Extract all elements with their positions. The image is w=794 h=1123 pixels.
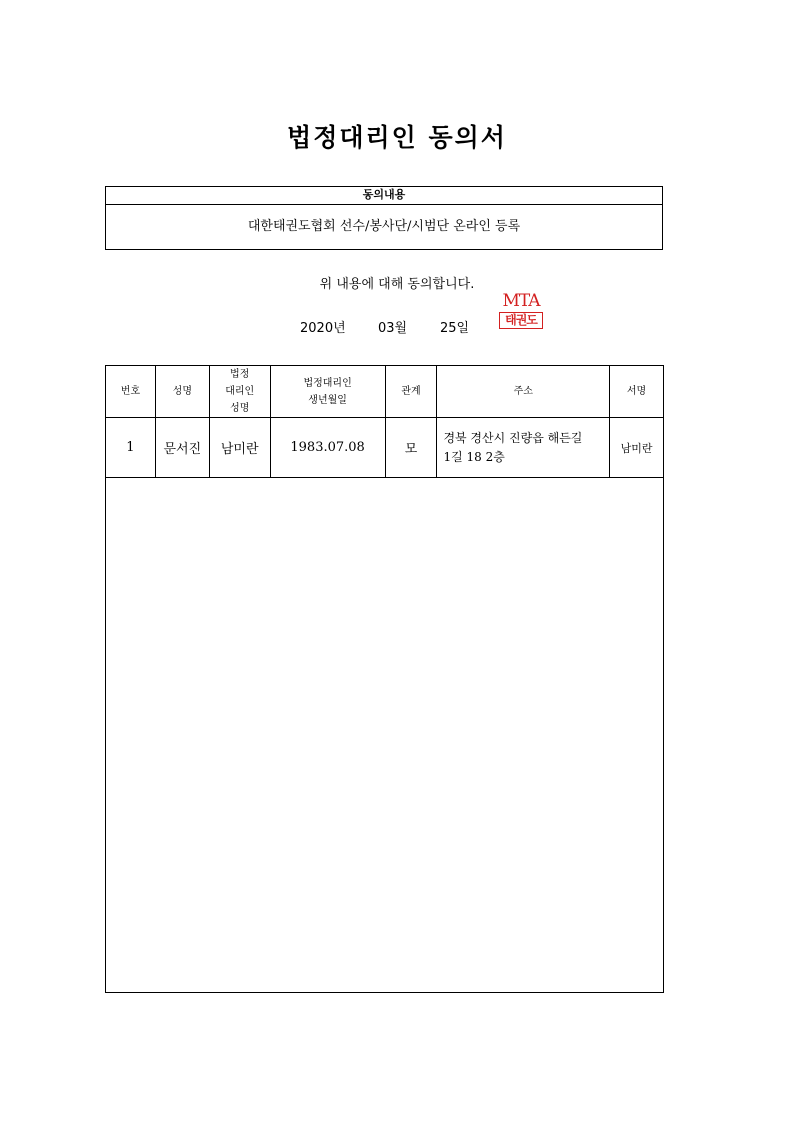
header-no: 번호: [106, 366, 156, 418]
header-guardian-name: [209, 366, 270, 418]
header-signature: 서명: [610, 366, 664, 418]
header-guardian-name-line3: 성명: [230, 403, 250, 414]
consent-header: 동의내용: [106, 187, 662, 205]
cell-signature: 남미란: [610, 418, 664, 478]
consent-content-box: [105, 186, 663, 250]
cell-name: 문서진: [155, 418, 209, 478]
seal-top-text: MTA: [502, 291, 540, 311]
cell-guardian-name: 남미란: [209, 418, 270, 478]
seal-bottom-text: 태권도: [499, 312, 543, 329]
header-guardian-birth-line1: 법정대리인: [303, 377, 352, 389]
date-day: 25일: [440, 321, 470, 336]
date-month: 03월: [378, 321, 408, 336]
cell-relation: 모: [385, 418, 437, 478]
header-address: 주소: [437, 366, 610, 418]
date-year: 2020년: [300, 321, 346, 336]
cell-address-line1: 경북 경산시 진량읍 해든길: [443, 430, 583, 445]
header-guardian-birth: [270, 366, 385, 418]
header-guardian-name-line2: 대리인: [225, 386, 255, 397]
table-row: [106, 418, 664, 478]
header-guardian-birth-line2: 생년월일: [308, 394, 347, 406]
guardian-table-frame: [105, 365, 664, 993]
agree-statement: 위 내용에 대해 동의합니다.: [319, 277, 475, 292]
seal-stamp: [499, 292, 543, 332]
cell-address: [437, 418, 610, 478]
cell-guardian-birth: 1983.07.08: [270, 418, 385, 478]
header-relation: 관계: [385, 366, 437, 418]
header-name: 성명: [155, 366, 209, 418]
table-header-row: [106, 366, 664, 418]
cell-no: 1: [106, 418, 156, 478]
document-title: 법정대리인 동의서: [287, 123, 507, 152]
consent-body: 대한태권도협회 선수/봉사단/시범단 온라인 등록: [247, 219, 521, 234]
guardian-table: [105, 365, 664, 478]
cell-address-line2: 1길 18 2층: [443, 449, 505, 464]
header-guardian-name-line1: 법정: [230, 369, 250, 380]
